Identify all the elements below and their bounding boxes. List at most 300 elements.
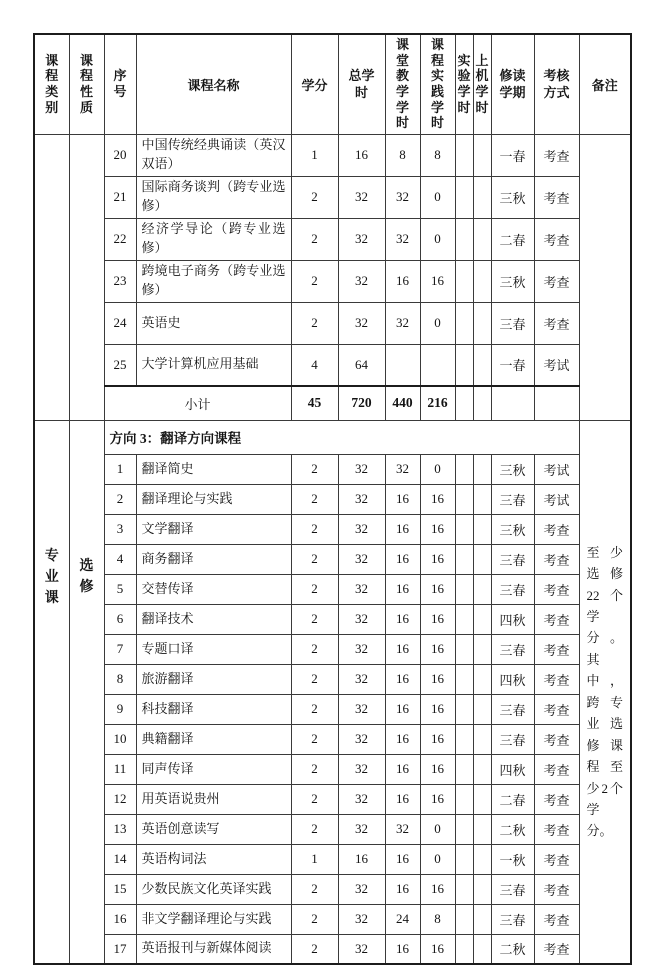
subtotal-assessment-cell: [534, 386, 579, 420]
subtotal-row: [34, 386, 631, 420]
cell-no: 8: [104, 664, 136, 694]
cell-credits: 2: [291, 784, 338, 814]
cell-assessment: 考查: [534, 634, 579, 664]
cell-computer: [473, 574, 491, 604]
course-row: [34, 574, 631, 604]
cell-total: 32: [338, 934, 385, 964]
cell-lab: [455, 344, 473, 386]
cell-assessment: 考查: [534, 694, 579, 724]
cell-classroom: 16: [385, 754, 420, 784]
nature-cell-empty: [69, 134, 104, 420]
subtotal-classroom-cell: 440: [385, 386, 420, 420]
cell-classroom: 16: [385, 694, 420, 724]
cell-semester: 一秋: [491, 844, 534, 874]
cell-no: 6: [104, 604, 136, 634]
cell-classroom: 8: [385, 134, 420, 176]
course-row: [34, 302, 631, 344]
course-row: [34, 514, 631, 544]
cell-credits: 2: [291, 904, 338, 934]
cell-semester: 一春: [491, 344, 534, 386]
cell-lab: [455, 784, 473, 814]
cell-total: 32: [338, 874, 385, 904]
cell-total: 32: [338, 484, 385, 514]
cell-assessment: 考查: [534, 574, 579, 604]
cell-assessment: 考查: [534, 302, 579, 344]
cell-computer: [473, 844, 491, 874]
cell-no: 17: [104, 934, 136, 964]
cell-semester: 三春: [491, 574, 534, 604]
nature-label: 选修: [79, 559, 94, 596]
cell-practice: 16: [420, 574, 455, 604]
cell-classroom: 32: [385, 454, 420, 484]
cell-semester: 三秋: [491, 454, 534, 484]
header-course-name: [136, 34, 291, 134]
cell-name: 科技翻译: [136, 694, 291, 724]
cell-semester: 一春: [491, 134, 534, 176]
course-row: [34, 694, 631, 724]
cell-assessment: 考查: [534, 874, 579, 904]
header-semester: [491, 34, 534, 134]
cell-classroom: 16: [385, 634, 420, 664]
cell-semester: 二秋: [491, 934, 534, 964]
cell-credits: 2: [291, 484, 338, 514]
course-row: [34, 904, 631, 934]
cell-computer: [473, 514, 491, 544]
remark-cell: 至少选修22个学分。其中，跨专业选修课程至少2个学分。: [579, 420, 631, 964]
cell-lab: [455, 814, 473, 844]
cell-total: 16: [338, 134, 385, 176]
nature-cell: [69, 420, 104, 964]
course-row: [34, 844, 631, 874]
cell-computer: [473, 814, 491, 844]
cell-name: 大学计算机应用基础: [136, 344, 291, 386]
curriculum-sheet: [33, 33, 632, 965]
cell-classroom: 16: [385, 574, 420, 604]
subtotal-label-cell: 小计: [104, 386, 291, 420]
cell-name: 文学翻译: [136, 514, 291, 544]
header-computer-hours: [473, 34, 491, 134]
cell-credits: 2: [291, 218, 338, 260]
cell-computer: [473, 634, 491, 664]
cell-semester: 三春: [491, 724, 534, 754]
cell-no: 11: [104, 754, 136, 784]
cell-total: 32: [338, 302, 385, 344]
cell-name: 翻译技术: [136, 604, 291, 634]
course-row: [34, 134, 631, 176]
cell-no: 24: [104, 302, 136, 344]
cell-practice: 16: [420, 484, 455, 514]
cell-total: 32: [338, 784, 385, 814]
cell-total: 32: [338, 218, 385, 260]
cell-computer: [473, 302, 491, 344]
cell-practice: 0: [420, 302, 455, 344]
cell-assessment: 考查: [534, 814, 579, 844]
cell-assessment: 考查: [534, 544, 579, 574]
cell-assessment: 考查: [534, 904, 579, 934]
cell-lab: [455, 218, 473, 260]
cell-semester: 三秋: [491, 260, 534, 302]
cell-classroom: 16: [385, 604, 420, 634]
cell-computer: [473, 934, 491, 964]
cell-name: 非文学翻译理论与实践: [136, 904, 291, 934]
category-label: 专业课: [44, 548, 59, 606]
subtotal-lab-cell: [455, 386, 473, 420]
direction-header-row: [34, 420, 631, 454]
cell-assessment: 考查: [534, 784, 579, 814]
cell-assessment: 考查: [534, 514, 579, 544]
cell-lab: [455, 634, 473, 664]
cell-semester: 二秋: [491, 814, 534, 844]
cell-no: 12: [104, 784, 136, 814]
cell-lab: [455, 574, 473, 604]
cell-credits: 4: [291, 344, 338, 386]
cell-credits: 2: [291, 544, 338, 574]
cell-total: 32: [338, 574, 385, 604]
cell-classroom: 32: [385, 302, 420, 344]
cell-practice: 16: [420, 664, 455, 694]
cell-computer: [473, 484, 491, 514]
cell-credits: 2: [291, 694, 338, 724]
cell-classroom: 16: [385, 544, 420, 574]
cell-practice: 16: [420, 874, 455, 904]
cell-practice: 16: [420, 724, 455, 754]
course-row: [34, 218, 631, 260]
cell-practice: 16: [420, 694, 455, 724]
remark-cell-empty: [579, 134, 631, 420]
header-lab-hours-label: 实验学时: [457, 52, 471, 115]
cell-practice: [420, 344, 455, 386]
cell-assessment: 考试: [534, 484, 579, 514]
cell-assessment: 考查: [534, 134, 579, 176]
cell-no: 15: [104, 874, 136, 904]
course-row: [34, 784, 631, 814]
header-number: [104, 34, 136, 134]
cell-no: 16: [104, 904, 136, 934]
cell-total: 32: [338, 694, 385, 724]
cell-no: 5: [104, 574, 136, 604]
cell-lab: [455, 874, 473, 904]
cell-semester: 三春: [491, 544, 534, 574]
cell-credits: 2: [291, 574, 338, 604]
course-row: [34, 814, 631, 844]
cell-lab: [455, 544, 473, 574]
cell-assessment: 考查: [534, 724, 579, 754]
cell-computer: [473, 904, 491, 934]
cell-credits: 2: [291, 176, 338, 218]
cell-lab: [455, 302, 473, 344]
cell-practice: 8: [420, 904, 455, 934]
cell-credits: 2: [291, 454, 338, 484]
cell-total: 32: [338, 454, 385, 484]
cell-semester: 四秋: [491, 604, 534, 634]
cell-semester: 三秋: [491, 176, 534, 218]
header-computer-hours-label: 上机学时: [475, 52, 489, 115]
cell-no: 23: [104, 260, 136, 302]
table-header-row: [34, 34, 631, 134]
cell-name: 跨境电子商务（跨专业选修）: [136, 260, 291, 302]
course-row: [34, 724, 631, 754]
cell-classroom: 16: [385, 784, 420, 814]
cell-no: 1: [104, 454, 136, 484]
cell-assessment: 考查: [534, 664, 579, 694]
cell-name: 经济学导论（跨专业选修）: [136, 218, 291, 260]
cell-computer: [473, 544, 491, 574]
cell-total: 32: [338, 634, 385, 664]
cell-total: 32: [338, 544, 385, 574]
cell-name: 翻译理论与实践: [136, 484, 291, 514]
cell-semester: 三春: [491, 874, 534, 904]
cell-semester: 三春: [491, 694, 534, 724]
cell-practice: 0: [420, 844, 455, 874]
cell-total: 64: [338, 344, 385, 386]
course-row: [34, 874, 631, 904]
cell-credits: 2: [291, 634, 338, 664]
cell-computer: [473, 176, 491, 218]
course-row: [34, 664, 631, 694]
cell-classroom: 16: [385, 260, 420, 302]
cell-name: 旅游翻译: [136, 664, 291, 694]
cell-semester: 二春: [491, 218, 534, 260]
cell-computer: [473, 604, 491, 634]
header-course-name-label: 课程名称: [187, 77, 240, 93]
cell-assessment: 考试: [534, 454, 579, 484]
cell-practice: 16: [420, 934, 455, 964]
cell-total: 32: [338, 904, 385, 934]
cell-no: 21: [104, 176, 136, 218]
cell-total: 32: [338, 176, 385, 218]
cell-credits: 1: [291, 844, 338, 874]
course-row: [34, 176, 631, 218]
cell-credits: 2: [291, 664, 338, 694]
cell-total: 32: [338, 604, 385, 634]
cell-semester: 四秋: [491, 664, 534, 694]
cell-assessment: 考查: [534, 844, 579, 874]
cell-no: 22: [104, 218, 136, 260]
cell-name: 典籍翻译: [136, 724, 291, 754]
cell-lab: [455, 844, 473, 874]
cell-practice: 16: [420, 604, 455, 634]
cell-total: 32: [338, 514, 385, 544]
cell-credits: 2: [291, 754, 338, 784]
cell-credits: 2: [291, 604, 338, 634]
cell-lab: [455, 754, 473, 784]
cell-name: 英语报刊与新媒体阅读: [136, 934, 291, 964]
course-row: [34, 934, 631, 964]
cell-lab: [455, 176, 473, 218]
cell-computer: [473, 874, 491, 904]
header-course-category-label: 课程类别: [45, 52, 59, 115]
cell-assessment: 考试: [534, 344, 579, 386]
header-course-nature-label: 课程性质: [79, 52, 93, 115]
cell-semester: 三春: [491, 634, 534, 664]
cell-total: 32: [338, 754, 385, 784]
cell-name: 国际商务谈判（跨专业选修）: [136, 176, 291, 218]
subtotal-computer-cell: [473, 386, 491, 420]
category-cell: [34, 420, 69, 964]
cell-total: 32: [338, 664, 385, 694]
header-classroom-hours-label: 课堂教学学时: [395, 37, 409, 131]
cell-computer: [473, 694, 491, 724]
cell-practice: 16: [420, 634, 455, 664]
cell-practice: 16: [420, 260, 455, 302]
cell-lab: [455, 724, 473, 754]
cell-classroom: 16: [385, 934, 420, 964]
cell-semester: 二春: [491, 784, 534, 814]
course-row: [34, 454, 631, 484]
cell-credits: 2: [291, 260, 338, 302]
cell-lab: [455, 664, 473, 694]
cell-name: 交替传译: [136, 574, 291, 604]
category-cell-empty: [34, 134, 69, 420]
cell-computer: [473, 754, 491, 784]
cell-lab: [455, 934, 473, 964]
cell-computer: [473, 134, 491, 176]
cell-classroom: 32: [385, 814, 420, 844]
cell-assessment: 考查: [534, 218, 579, 260]
subtotal-semester-cell: [491, 386, 534, 420]
subtotal-credits-cell: 45: [291, 386, 338, 420]
cell-semester: 三春: [491, 904, 534, 934]
header-remark: [579, 34, 631, 134]
cell-no: 7: [104, 634, 136, 664]
cell-classroom: 16: [385, 724, 420, 754]
cell-lab: [455, 694, 473, 724]
cell-no: 25: [104, 344, 136, 386]
course-row: [34, 544, 631, 574]
cell-practice: 0: [420, 454, 455, 484]
cell-computer: [473, 664, 491, 694]
cell-computer: [473, 260, 491, 302]
cell-practice: 16: [420, 514, 455, 544]
cell-practice: 0: [420, 176, 455, 218]
cell-classroom: [385, 344, 420, 386]
cell-name: 同声传译: [136, 754, 291, 784]
cell-semester: 三春: [491, 484, 534, 514]
header-lab-hours: [455, 34, 473, 134]
header-total-hours: [338, 34, 385, 134]
course-row: [34, 344, 631, 386]
cell-lab: [455, 514, 473, 544]
cell-no: 4: [104, 544, 136, 574]
subtotal-total-cell: 720: [338, 386, 385, 420]
cell-credits: 2: [291, 514, 338, 544]
header-practice-hours: [420, 34, 455, 134]
cell-classroom: 16: [385, 664, 420, 694]
cell-classroom: 32: [385, 218, 420, 260]
cell-credits: 2: [291, 874, 338, 904]
header-course-nature: [69, 34, 104, 134]
cell-computer: [473, 724, 491, 754]
cell-classroom: 16: [385, 874, 420, 904]
cell-total: 32: [338, 814, 385, 844]
cell-name: 英语构词法: [136, 844, 291, 874]
cell-practice: 8: [420, 134, 455, 176]
cell-computer: [473, 344, 491, 386]
header-assessment: [534, 34, 579, 134]
cell-classroom: 16: [385, 484, 420, 514]
header-assessment-label: 考核方式: [543, 67, 570, 101]
cell-assessment: 考查: [534, 260, 579, 302]
cell-no: 20: [104, 134, 136, 176]
cell-practice: 0: [420, 218, 455, 260]
course-row: [34, 484, 631, 514]
cell-credits: 2: [291, 814, 338, 844]
cell-classroom: 32: [385, 176, 420, 218]
cell-lab: [455, 484, 473, 514]
cell-practice: 0: [420, 814, 455, 844]
cell-name: 用英语说贵州: [136, 784, 291, 814]
cell-semester: 三春: [491, 302, 534, 344]
cell-practice: 16: [420, 544, 455, 574]
direction-title-cell: 方向 3：翻译方向课程: [104, 420, 579, 454]
cell-credits: 1: [291, 134, 338, 176]
cell-assessment: 考查: [534, 754, 579, 784]
header-total-hours-label: 总学时: [348, 67, 375, 101]
cell-no: 13: [104, 814, 136, 844]
header-remark-label: 备注: [591, 77, 618, 93]
cell-lab: [455, 260, 473, 302]
cell-assessment: 考查: [534, 604, 579, 634]
cell-total: 16: [338, 844, 385, 874]
cell-practice: 16: [420, 754, 455, 784]
cell-name: 英语史: [136, 302, 291, 344]
cell-classroom: 16: [385, 514, 420, 544]
cell-lab: [455, 454, 473, 484]
cell-lab: [455, 604, 473, 634]
cell-name: 中国传统经典诵读（英汉双语）: [136, 134, 291, 176]
header-classroom-hours: [385, 34, 420, 134]
header-course-category: [34, 34, 69, 134]
cell-total: 32: [338, 724, 385, 754]
course-table: [33, 33, 632, 965]
cell-semester: 三秋: [491, 514, 534, 544]
cell-no: 14: [104, 844, 136, 874]
course-row: [34, 604, 631, 634]
cell-name: 英语创意读写: [136, 814, 291, 844]
cell-credits: 2: [291, 302, 338, 344]
cell-name: 商务翻译: [136, 544, 291, 574]
cell-name: 少数民族文化英译实践: [136, 874, 291, 904]
cell-assessment: 考查: [534, 934, 579, 964]
cell-lab: [455, 134, 473, 176]
header-practice-hours-label: 课程实践学时: [430, 37, 444, 131]
cell-computer: [473, 784, 491, 814]
cell-name: 翻译简史: [136, 454, 291, 484]
cell-credits: 2: [291, 724, 338, 754]
cell-total: 32: [338, 260, 385, 302]
cell-no: 9: [104, 694, 136, 724]
cell-no: 2: [104, 484, 136, 514]
cell-semester: 四秋: [491, 754, 534, 784]
cell-name: 专题口译: [136, 634, 291, 664]
course-row: [34, 754, 631, 784]
cell-practice: 16: [420, 784, 455, 814]
cell-no: 10: [104, 724, 136, 754]
cell-credits: 2: [291, 934, 338, 964]
subtotal-practice-cell: 216: [420, 386, 455, 420]
header-credits: [291, 34, 338, 134]
cell-lab: [455, 904, 473, 934]
course-row: [34, 260, 631, 302]
header-number-label: 序号: [113, 68, 127, 100]
course-table-body: [34, 134, 631, 964]
header-semester-label: 修读学期: [499, 67, 526, 101]
cell-assessment: 考查: [534, 176, 579, 218]
cell-classroom: 24: [385, 904, 420, 934]
header-credits-label: 学分: [301, 77, 328, 93]
cell-computer: [473, 218, 491, 260]
cell-no: 3: [104, 514, 136, 544]
